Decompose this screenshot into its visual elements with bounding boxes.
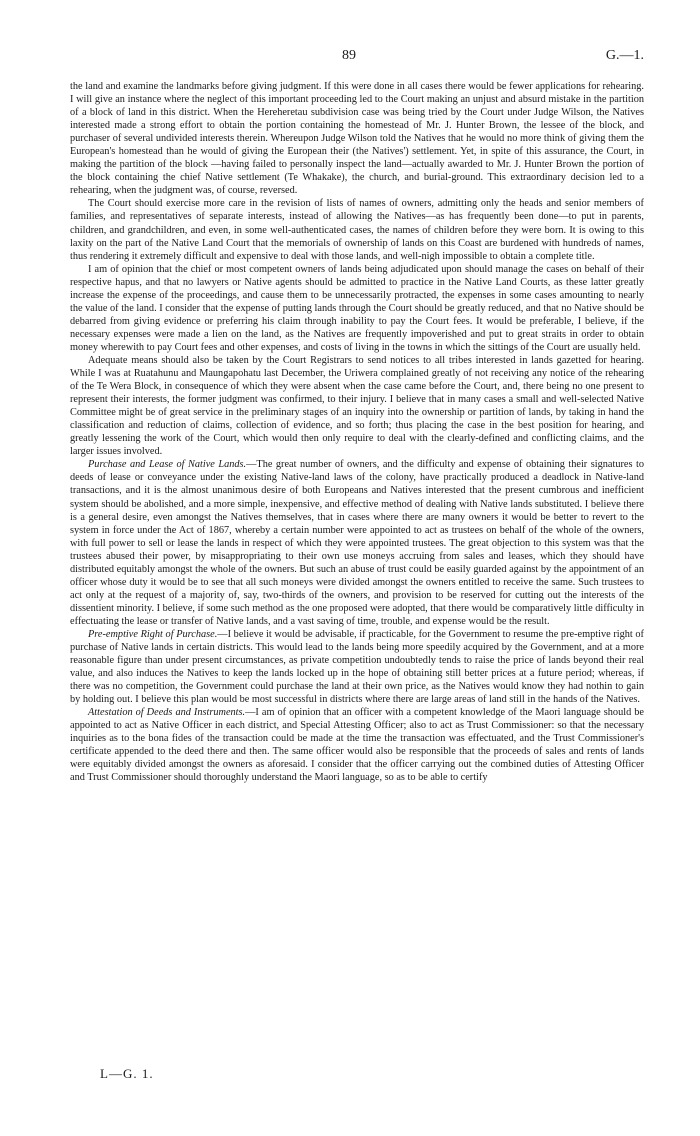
signature-mark: L—G. 1. <box>100 1066 154 1081</box>
section-heading: Pre-emptive Right of Purchase. <box>88 628 218 640</box>
paragraph-purchase-lease <box>70 458 644 628</box>
paragraph-text: Adequate means should also be taken by the Court Registrars to send notices to all tribes interested in lands gazetted for hearing. While I was at Ruatahunu and Maungapohatu last December, the Uriwera complained greatly of not receiving any notice of the rehearing of the Te Wera Block, in consequence of which they were absent when the case came before the Court, and, there being no one present to represent their interests, the former judgment was confirmed, to their injury. I believe that in many cases a small and well-selected Native Committee might be of great service in the preliminary stages of an inquiry into the ownership or partition of lands, by taking in hand the classification and reduction of claims, collection of evidence, and so forth; thus placing the case in the best position for hearing, and greatly lessening the work of the Court, which would then only require to deal with the clearly-defined and conflicting claims, and the larger issues involved. <box>70 354 644 458</box>
page-header <box>70 48 644 64</box>
paragraph-pre-emptive-right <box>70 628 644 706</box>
paragraph-text: —The great number of owners, and the difficulty and expense of obtaining their signatures to deeds of lease or conveyance under the existing Native-land laws of the colony, have practically produced a deadlock in Native-land transactions, and it is the almost unanimous desire of both Europeans and Natives interested that the present cumbrous and inefficient system should be abolished, and a more simple, inexpensive, and effective method of dealing with Native lands substituted. I believe there is a general desire, even amongst the Natives themselves, that in cases where there are many owners it would be better to revert to the system in force under the Act of 1867, whereby a certain number were appointed to act as trustees on behalf of the whole of the owners, with full power to sell or lease the lands in respect of which they were appointed trustees. The great objection to this system was that the trustees abused their power, by misappropriating to their own use moneys accruing from sales and leases, which they should have distributed equitably amongst the whole of the owners. But such an abuse of trust could be easily guarded against by the appointment of an officer whose duty it would be to see that all such moneys were divided amongst the owners entitled to receive the same. Such trustees to act only at the request of a majority of, say, two-thirds of the owners, and provision to be reserved for cutting out the interests of the dissentient minority. I believe, if some such method as the one proposed were adopted, that there would be comparatively little difficulty in effectuating the lease or transfer of Native lands, and a vast saving of time, trouble, and expense would be the result. <box>70 459 644 627</box>
paragraph-text: I am of opinion that the chief or most competent owners of lands being adjudicated upon should manage the cases on behalf of their respective hapus, and that no lawyers or Native agents should be admitted to practice in the Native Land Courts, as these latter greatly increase the expense of the proceedings, and cause them to be unnecessarily protracted, the expenses in some cases amounting to nearly the value of the land. I consider that the expense of putting lands through the Court should be greatly reduced, and that no Native should be debarred from giving evidence or preferring his claim through inability to pay the Court fees. It would be preferable, I believe, if the necessary expenses were made a lien on the land, as the Natives are frequently impoverished and put to great straits in order to obtain money wherewith to pay Court fees and other expenses, and costs of living in the towns in which the sittings of the Court are usually held. <box>70 263 644 353</box>
paragraph-text: The Court should exercise more care in the revision of lists of names of owners, admitting only the heads and senior members of families, and representatives of separate interests, instead of allowing the Natives—as has frequently been done—to put in parents, children, and grandchildren, and even, in some well-authenticated cases, the names of children before they were born. It is owing to this laxity on the part of the Native Land Court that the memorials of ownership of lands on this Coast are burdened with hundreds of names, thus rendering it extremely difficult and expensive to deal with those lands, and well-nigh impossible to obtain a complete title. <box>70 198 644 262</box>
paragraph-1 <box>70 80 644 197</box>
paragraph-text: the land and examine the landmarks before giving judgment. If this were done in all cases there would be fewer applications for rehearing. I will give an instance where the neglect of this important proceeding led to the Court making an unjust and absurd mistake in the partition of a block of land in this district. When the Hereheretau subdivision case was being tried by the Court under Judge Wilson, the Natives interested made a strong effort to obtain the portion containing the homestead of Mr. J. Hunter Brown, the lessee of the block, and purchaser of several undivided interests therein. Whereupon Judge Wilson told the Natives that he would no more think of giving them the European's homestead than he would of giving the European their (the Natives') settlement. Yet, in spite of this assurance, the Court, in making the partition of the block —having failed to personally inspect the land—actually awarded to Mr. J. Hunter Brown the portion of the block containing the chief Native settlement (Te Whakake), the church, and burial-ground. This extraordinary decision led to a rehearing, when the judgment was, of course, reversed. <box>70 81 644 197</box>
paragraph-3 <box>70 263 644 354</box>
section-heading: Attestation of Deeds and Instruments. <box>88 707 246 719</box>
paragraph-text: —I believe it would be advisable, if practicable, for the Government to resume the pre-emptive right of purchase of Native lands in certain districts. This would lead to the lands being more speedily acquired by the Government, and at a more reasonable figure than under present circumstances, as private competition undoubtedly tends to raise the price of lands beyond their real value, and also induces the Natives to keep the lands locked up in the hope of obtaining still better prices at a future period; whereas, if there was no competition, the Government could purchase the land at their own price, as the Natives would know they had nothin to gain by holding out. I believe this plan would be most successful in districts where there are large areas of land still in the hands of the Natives. <box>70 628 644 706</box>
body-text <box>70 80 644 785</box>
document-reference: G.—1. <box>605 48 644 63</box>
paragraph-attestation <box>70 706 644 784</box>
section-heading: Purchase and Lease of Native Lands. <box>88 459 247 471</box>
paragraph-4 <box>70 354 644 458</box>
paragraph-text: —I am of opinion that an officer with a competent knowledge of the Maori language should be appointed to act as Native Officer in each district, and Special Attesting Officer; also to act as Trust Commissioner: so that the necessary inquiries as to the bona fides of the transaction could be made at the time the transaction was effectuated, and the Trust Commissioner's certificate appended to the deed there and then. The same officer would also be responsible that the proceeds of sales and rents of lands were equitably divided amongst the owners as aforesaid. I consider that the officer carrying out the combined duties of Attesting Officer and Trust Commissioner should thoroughly understand the Maori language, so as to be able to certify <box>70 707 644 784</box>
page-number: 89 <box>342 48 356 63</box>
paragraph-2 <box>70 197 644 262</box>
